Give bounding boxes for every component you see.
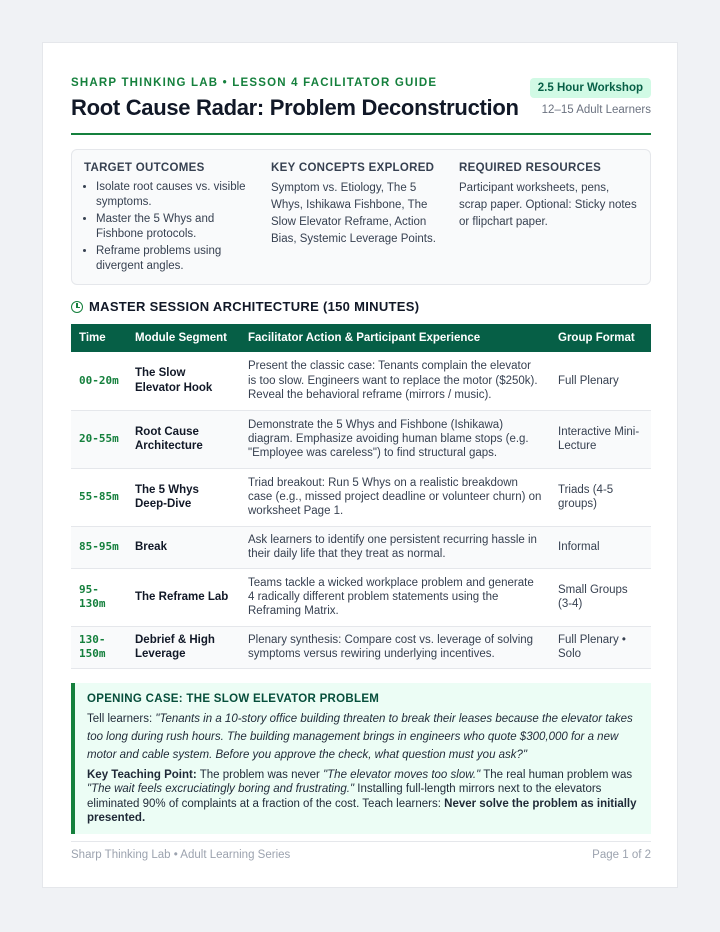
callout-body	[87, 710, 639, 764]
opening-case-callout	[71, 683, 651, 834]
footer-series: Sharp Thinking Lab • Adult Learning Series	[71, 849, 291, 861]
teaching-point-label: Key Teaching Point:	[87, 769, 197, 781]
format-cell: Full Plenary	[550, 352, 651, 410]
footer-divider	[71, 841, 651, 842]
action-cell: Present the classic case: Tenants complain the elevator is too slow. Engineers want to replace the motor ($250k). Reveal the behavioral reframe (mirrors / music).	[240, 352, 550, 410]
concepts-column	[271, 162, 451, 248]
header-divider	[71, 133, 651, 135]
schedule-table	[71, 324, 651, 669]
page-number: Page 1 of 2	[592, 849, 651, 861]
action-cell: Plenary synthesis: Compare cost vs. leverage of solving symptoms versus rewiring underlying incentives.	[240, 626, 550, 668]
callout-lead: Tell learners:	[87, 713, 153, 725]
duration-badge: 2.5 Hour Workshop	[530, 78, 651, 98]
teaching-point-quote: "The wait feels excruciatingly boring and frustrating."	[87, 783, 355, 796]
table-row	[71, 568, 651, 626]
module-cell: Break	[127, 526, 240, 568]
format-cell: Informal	[550, 526, 651, 568]
outcome-item: • Master the 5 Whys and Fishbone protocols.	[96, 212, 260, 241]
module-cell: The Slow Elevator Hook	[127, 352, 240, 410]
concepts-text: Symptom vs. Etiology, The 5 Whys, Ishikawa Fishbone, The Slow Elevator Reframe, Action Bias, Systemic Leverage Points.	[271, 182, 436, 245]
time-cell: 55-85m	[71, 468, 127, 526]
resources-text: Participant worksheets, pens, scrap paper. Optional: Sticky notes or flipchart paper.	[459, 182, 637, 228]
time-cell: 00-20m	[71, 352, 127, 410]
table-row	[71, 626, 651, 668]
column-header-module: Module Segment	[127, 324, 240, 352]
time-cell: 85-95m	[71, 526, 127, 568]
document-page	[42, 42, 678, 888]
table-row	[71, 526, 651, 568]
teaching-point-text: The problem was never	[199, 769, 320, 781]
callout-quote: "Tenants in a 10-story office building threaten to break their leases because the elevator takes too long during rush hours. The building management brings in engineers who quote $300,000 for a new motor and cable system. Before you approve the check, what question must you ask?"	[87, 713, 633, 761]
overview-panel	[71, 149, 651, 285]
resources-column	[459, 162, 637, 231]
outcomes-heading: TARGET OUTCOMES	[84, 162, 205, 174]
module-cell: The Reframe Lab	[127, 568, 240, 626]
eyebrow-label: SHARP THINKING LAB • LESSON 4 FACILITATOR GUIDE	[71, 77, 438, 89]
page-title: Root Cause Radar: Problem Deconstruction	[71, 95, 519, 120]
concepts-heading: KEY CONCEPTS EXPLORED	[271, 162, 435, 174]
column-header-format: Group Format	[550, 324, 651, 352]
teaching-point-quote: "The elevator moves too slow."	[323, 769, 481, 781]
format-cell: Small Groups (3-4)	[550, 568, 651, 626]
format-cell: Full Plenary • Solo	[550, 626, 651, 668]
format-cell: Interactive Mini-Lecture	[550, 410, 651, 468]
clock-icon	[71, 301, 83, 313]
outcomes-list	[84, 180, 260, 273]
outcome-item: • Isolate root causes vs. visible symptoms.	[96, 180, 260, 209]
teaching-point	[87, 768, 639, 825]
column-header-time: Time	[71, 324, 127, 352]
module-cell: Root Cause Architecture	[127, 410, 240, 468]
table-row	[71, 410, 651, 468]
time-cell: 95-130m	[71, 568, 127, 626]
teaching-point-text: Installing full-length mirrors next to the elevators eliminated 90% of complaints at a fraction of the cost. Teach learners:	[87, 783, 602, 810]
schedule-heading	[71, 299, 419, 314]
module-cell: The 5 Whys Deep-Dive	[127, 468, 240, 526]
action-cell: Demonstrate the 5 Whys and Fishbone (Ishikawa) diagram. Emphasize avoiding human blame stops (e.g. "Employee was careless") to find structural gaps.	[240, 410, 550, 468]
callout-title: OPENING CASE: THE SLOW ELEVATOR PROBLEM	[87, 693, 380, 705]
table-header-row	[71, 324, 651, 352]
schedule-heading-text: MASTER SESSION ARCHITECTURE (150 MINUTES)	[89, 299, 420, 314]
format-cell: Triads (4-5 groups)	[550, 468, 651, 526]
column-header-action: Facilitator Action & Participant Experience	[240, 324, 550, 352]
action-cell: Ask learners to identify one persistent recurring hassle in their daily life that they treat as normal.	[240, 526, 550, 568]
outcomes-column	[84, 162, 260, 276]
outcome-item: • Reframe problems using divergent angles.	[96, 244, 260, 273]
resources-heading: REQUIRED RESOURCES	[459, 162, 602, 174]
audience-label: 12–15 Adult Learners	[541, 104, 651, 116]
action-cell: Triad breakout: Run 5 Whys on a realistic breakdown case (e.g., missed project deadline or volunteer churn) on worksheet Page 1.	[240, 468, 550, 526]
teaching-point-text: The real human problem was	[483, 769, 633, 781]
teaching-point-emphasis: Never solve the problem as initially presented.	[87, 797, 637, 824]
table-row	[71, 468, 651, 526]
action-cell: Teams tackle a wicked workplace problem and generate 4 radically different problem statements using the Reframing Matrix.	[240, 568, 550, 626]
time-cell: 130-150m	[71, 626, 127, 668]
module-cell: Debrief & High Leverage	[127, 626, 240, 668]
table-row	[71, 352, 651, 410]
time-cell: 20-55m	[71, 410, 127, 468]
